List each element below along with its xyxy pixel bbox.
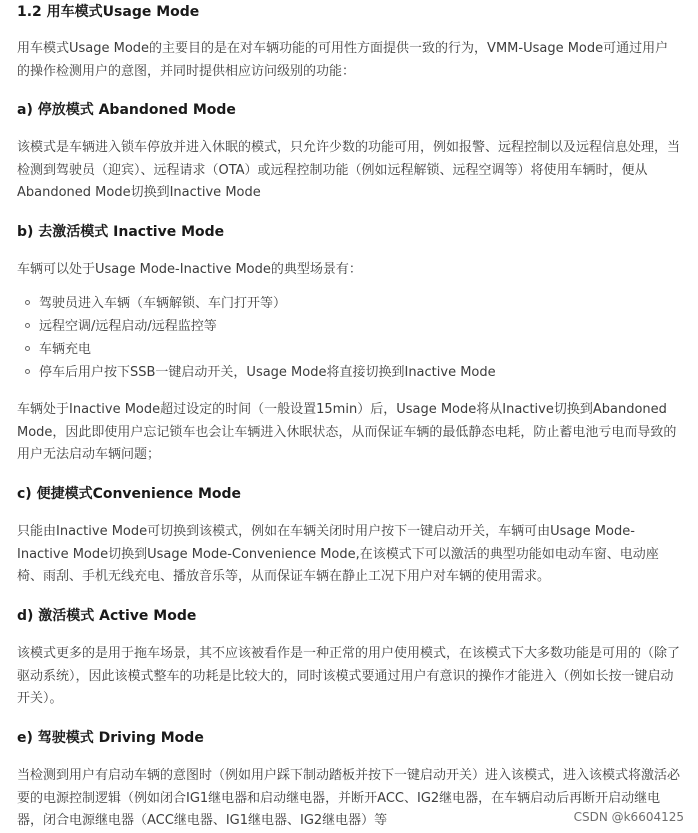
section-heading: 1.2 用车模式Usage Mode bbox=[17, 4, 200, 20]
driving-mode-heading: e) 驾驶模式 Driving Mode bbox=[17, 730, 204, 746]
convenience-mode-heading: c) 便捷模式Convenience Mode bbox=[17, 486, 242, 502]
bullet-icon bbox=[25, 300, 30, 305]
active-mode-paragraph: 该模式更多的是用于拖车场景，其不应该被看作是一种正常的用户使用模式，在该模式下大多数功能是可用的（除了驱动系统），因此该模式整车的功耗是比较大的，同时该模式要通过用户有意识的操作才能进入（例如长按一键启动开关）。 bbox=[17, 646, 681, 706]
inactive-mode-heading: b) 去激活模式 Inactive Mode bbox=[17, 224, 225, 240]
list-item: 停车后用户按下SSB一键启动开关，Usage Mode将直接切换到Inactive Mode bbox=[17, 361, 681, 384]
convenience-mode-paragraph: 只能由Inactive Mode可切换到该模式，例如在车辆关闭时用户按下一键启动开关，车辆可由Usage Mode-Inactive Mode切换到Usage Mode-Convenience Mode,在该模式下可以激活的典型功能如电动车窗、电动座椅、雨刮、手机无线充电、播放音乐等，从而保证车辆在静止工况下用户对车辆的使用需求。 bbox=[17, 524, 659, 584]
inactive-mode-list bbox=[17, 292, 681, 384]
list-item: 驾驶员进入车辆（车辆解锁、车门打开等） bbox=[17, 292, 681, 315]
csdn-watermark: CSDN @k6604125 bbox=[573, 810, 684, 824]
abandoned-mode-heading: a) 停放模式 Abandoned Mode bbox=[17, 102, 236, 118]
intro-paragraph: 用车模式Usage Mode的主要目的是在对车辆功能的可用性方面提供一致的行为，VMM-Usage Mode可通过用户的操作检测用户的意图，并同时提供相应访问级别的功能： bbox=[17, 41, 669, 79]
active-mode-heading: d) 激活模式 Active Mode bbox=[17, 608, 197, 624]
abandoned-mode-paragraph: 该模式是车辆进入锁车停放并进入休眠的模式，只允许少数的功能可用，例如报警、远程控制以及远程信息处理，当检测到驾驶员（迎宾）、远程请求（OTA）或远程控制功能（例如远程解锁、远程空调等）将使用车辆时，便从Abandoned Mode切换到Inactive Mode bbox=[17, 140, 681, 200]
list-item: 车辆充电 bbox=[17, 338, 681, 361]
bullet-icon bbox=[25, 369, 30, 374]
inactive-mode-followup-paragraph: 车辆处于Inactive Mode超过设定的时间（一般设置15min）后，Usage Mode将从Inactive切换到Abandoned Mode，因此即使用户忘记锁车也会让车辆进入休眠状态，从而保证车辆的最低静态电耗，防止蓄电池亏电而导致的用户无法启动车辆问题； bbox=[17, 402, 677, 462]
bullet-icon bbox=[25, 323, 30, 328]
inactive-mode-paragraph: 车辆可以处于Usage Mode-Inactive Mode的典型场景有： bbox=[17, 262, 362, 277]
bullet-icon bbox=[25, 346, 30, 351]
driving-mode-paragraph: 当检测到用户有启动车辆的意图时（例如用户踩下制动踏板并按下一键启动开关）进入该模式，进入该模式将激活必要的电源控制逻辑（例如闭合IG1继电器和启动继电器，并断开ACC、IG2继电器，在车辆启动后再断开启动继电器，闭合电源继电器（ACC继电器、IG1继电器、IG2继电器）等 bbox=[17, 768, 681, 828]
list-item: 远程空调/远程启动/远程监控等 bbox=[17, 315, 681, 338]
